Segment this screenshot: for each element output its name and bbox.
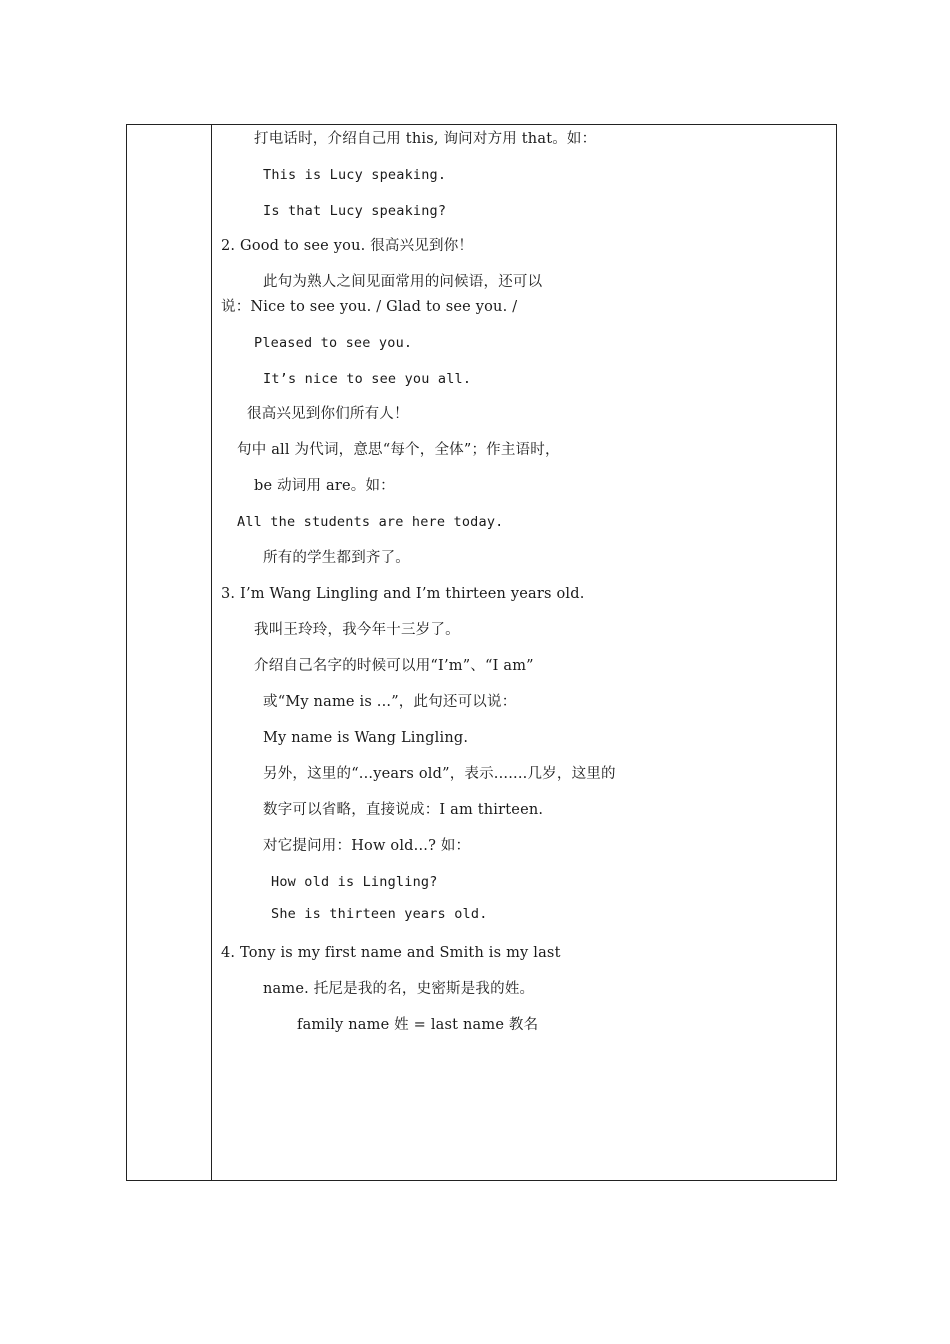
text-line-7: Pleased to see you. <box>254 335 413 351</box>
text-line-26: family name 姓 = last name 教名 <box>297 1017 539 1033</box>
left-column-cell <box>127 125 212 1180</box>
text-line-23: She is thirteen years old. <box>271 906 488 922</box>
text-line-2: This is Lucy speaking. <box>263 167 447 183</box>
text-line-5: 此句为熟人之间见面常用的问候语，还可以 <box>263 274 543 290</box>
text-line-4: 2. Good to see you. 很高兴见到你！ <box>221 238 474 254</box>
text-line-11: be 动词用 are。如： <box>254 478 395 494</box>
text-line-14: 3. I’m Wang Lingling and I’m thirteen years old. <box>221 586 585 602</box>
text-line-21: 对它提问用：How old...? 如： <box>263 838 471 854</box>
text-line-20: 数字可以省略，直接说成：I am thirteen. <box>263 802 544 818</box>
text-line-10: 句中 all 为代词，意思“每个，全体”；作主语时， <box>237 442 560 458</box>
text-line-3: Is that Lucy speaking? <box>263 203 447 219</box>
content-table <box>126 124 837 1181</box>
text-line-8: It’s nice to see you all. <box>263 371 472 387</box>
text-line-12: All the students are here today. <box>237 514 504 530</box>
text-line-9: 很高兴见到你们所有人！ <box>247 406 409 422</box>
text-line-13: 所有的学生都到齐了。 <box>263 550 410 566</box>
text-line-15: 我叫王玲玲，我今年十三岁了。 <box>254 622 460 638</box>
text-line-24: 4. Tony is my first name and Smith is my last <box>221 945 561 961</box>
text-line-18: My name is Wang Lingling. <box>263 730 469 746</box>
text-line-17: 或“My name is ...”，此句还可以说： <box>263 694 517 710</box>
text-line-1: 打电话时，介绍自己用 this, 询问对方用 that。如： <box>254 131 597 147</box>
text-line-19: 另外，这里的“...years old”，表示.......几岁，这里的 <box>263 766 616 782</box>
text-line-16: 介绍自己名字的时候可以用“I’m”、“I am” <box>254 658 534 674</box>
text-line-25: name. 托尼是我的名，史密斯是我的姓。 <box>263 981 535 997</box>
text-line-22: How old is Lingling? <box>271 874 438 890</box>
text-line-6: 说：Nice to see you. / Glad to see you. / <box>221 299 518 315</box>
